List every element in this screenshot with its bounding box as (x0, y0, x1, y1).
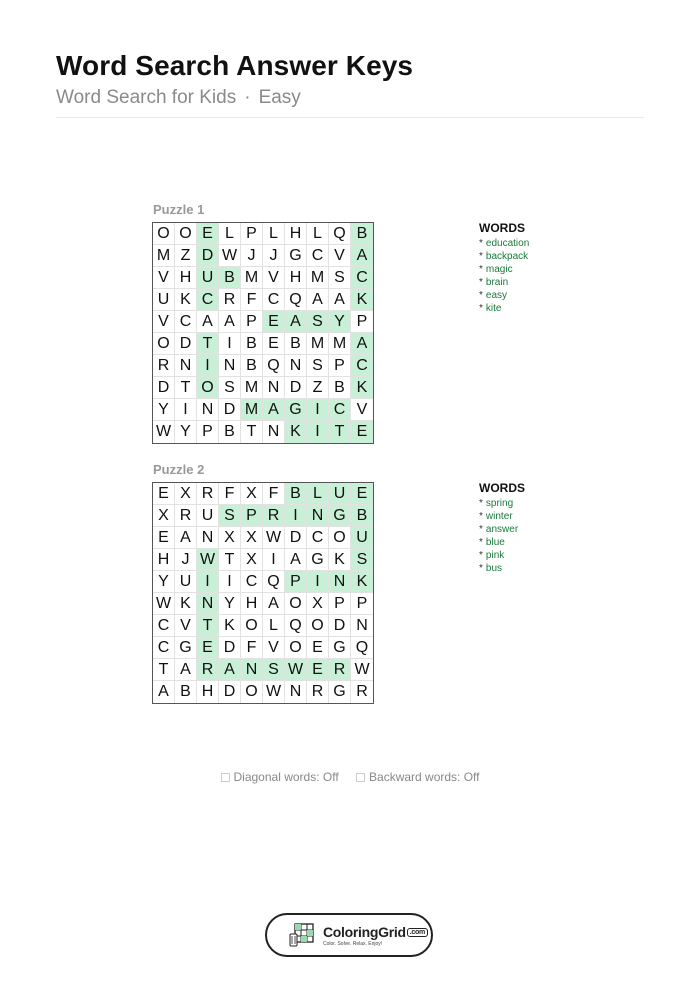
grid-cell: Q (285, 289, 307, 311)
grid-cell: X (219, 527, 241, 549)
grid-cell: A (153, 681, 175, 703)
bullet-star-icon: * (479, 498, 483, 509)
grid-cell: Z (307, 377, 329, 399)
grid-cell: K (175, 289, 197, 311)
grid-cell: K (285, 421, 307, 443)
grid-cell: T (219, 549, 241, 571)
grid-cell: Q (263, 355, 285, 377)
word-text: education (485, 238, 530, 249)
word-text: spring (485, 498, 514, 509)
grid-cell: B (175, 681, 197, 703)
grid-cell: C (153, 615, 175, 637)
word-text: bus (485, 563, 503, 574)
grid-cell: F (263, 483, 285, 505)
bullet-star-icon: * (479, 277, 483, 288)
grid-cell: P (351, 311, 373, 333)
word-list-item (479, 302, 529, 315)
grid-cell: I (197, 571, 219, 593)
word-text: easy (485, 290, 508, 301)
grid-cell: C (329, 399, 351, 421)
bullet-star-icon: * (479, 537, 483, 548)
grid-cell: E (197, 223, 219, 245)
word-list-item (479, 250, 529, 263)
grid-cell: N (263, 377, 285, 399)
grid-cell: L (263, 615, 285, 637)
grid-cell: E (307, 659, 329, 681)
word-text: answer (485, 524, 519, 535)
word-text: brain (485, 277, 509, 288)
grid-cell: H (241, 593, 263, 615)
grid-cell: O (153, 223, 175, 245)
grid-cell: V (263, 637, 285, 659)
puzzle-1-word-list (479, 221, 529, 315)
grid-cell: I (197, 355, 219, 377)
grid-cell: F (241, 637, 263, 659)
grid-cell: E (197, 637, 219, 659)
grid-cell: R (307, 681, 329, 703)
grid-cell: O (197, 377, 219, 399)
grid-cell: N (329, 571, 351, 593)
grid-cell: L (307, 223, 329, 245)
grid-cell: P (351, 593, 373, 615)
backward-option (356, 770, 479, 784)
grid-cell: V (329, 245, 351, 267)
grid-cell: M (329, 333, 351, 355)
grid-cell: J (175, 549, 197, 571)
grid-cell: U (175, 571, 197, 593)
grid-cell: S (329, 267, 351, 289)
grid-cell: Q (351, 637, 373, 659)
grid-cell: E (153, 483, 175, 505)
word-text: kite (485, 303, 502, 314)
grid-cell: T (197, 333, 219, 355)
grid-cell: G (329, 637, 351, 659)
grid-cell: O (285, 593, 307, 615)
grid-cell: X (153, 505, 175, 527)
grid-cell: P (197, 421, 219, 443)
puzzle-1-label: Puzzle 1 (153, 202, 205, 217)
logo-tagline: Color. Solve. Relax. Enjoy! (323, 940, 383, 947)
bullet-star-icon: * (479, 303, 483, 314)
grid-cell: M (153, 245, 175, 267)
checkbox-icon (221, 773, 230, 782)
grid-cell: J (241, 245, 263, 267)
grid-cell: S (219, 505, 241, 527)
grid-cell: R (329, 659, 351, 681)
word-list-item (479, 497, 525, 510)
word-list-item (479, 536, 525, 549)
grid-cell: N (197, 593, 219, 615)
grid-cell: Z (175, 245, 197, 267)
grid-cell: R (197, 483, 219, 505)
grid-cell: P (329, 355, 351, 377)
bullet-star-icon: * (479, 550, 483, 561)
grid-cell: P (241, 505, 263, 527)
grid-cell: Y (175, 421, 197, 443)
grid-cell: A (285, 549, 307, 571)
grid-cell: A (263, 399, 285, 421)
grid-cell: M (307, 267, 329, 289)
grid-cell: G (307, 549, 329, 571)
grid-cell: U (329, 483, 351, 505)
bullet-star-icon: * (479, 290, 483, 301)
word-list-item (479, 523, 525, 536)
grid-cell: N (285, 355, 307, 377)
grid-cell: G (285, 399, 307, 421)
grid-cell: H (197, 681, 219, 703)
grid-cell: V (351, 399, 373, 421)
grid-cell: R (263, 505, 285, 527)
grid-cell: W (351, 659, 373, 681)
grid-cell: D (219, 681, 241, 703)
grid-cell: A (263, 593, 285, 615)
grid-cell: X (241, 483, 263, 505)
grid-cell: E (307, 637, 329, 659)
grid-cell: O (153, 333, 175, 355)
grid-cell: R (197, 659, 219, 681)
grid-cell: X (175, 483, 197, 505)
grid-cell: S (219, 377, 241, 399)
bullet-star-icon: * (479, 238, 483, 249)
subtitle-separator: · (244, 87, 251, 108)
grid-cell: D (197, 245, 219, 267)
grid-cell: A (351, 245, 373, 267)
header-divider (56, 117, 644, 118)
grid-cell: K (351, 377, 373, 399)
backward-option-label: Backward words: Off (369, 770, 480, 784)
grid-cell: I (307, 571, 329, 593)
grid-cell: C (153, 637, 175, 659)
grid-cell: I (219, 571, 241, 593)
grid-cell: O (329, 527, 351, 549)
bullet-star-icon: * (479, 511, 483, 522)
grid-cell: W (219, 245, 241, 267)
checkbox-icon (356, 773, 365, 782)
grid-cell: C (241, 571, 263, 593)
grid-cell: P (329, 593, 351, 615)
word-text: pink (485, 550, 505, 561)
grid-cell: U (197, 267, 219, 289)
grid-cell: I (307, 399, 329, 421)
grid-cell: G (329, 505, 351, 527)
grid-cell: I (307, 421, 329, 443)
grid-cell: E (263, 333, 285, 355)
grid-cell: V (153, 267, 175, 289)
grid-cell: K (351, 571, 373, 593)
word-list-item (479, 289, 529, 302)
grid-cell: U (153, 289, 175, 311)
grid-cell: W (197, 549, 219, 571)
grid-cell: H (285, 267, 307, 289)
grid-cell: E (351, 421, 373, 443)
grid-cell: D (329, 615, 351, 637)
puzzle-2-word-list (479, 481, 525, 575)
word-list-item (479, 549, 525, 562)
grid-cell: O (241, 681, 263, 703)
grid-cell: L (307, 483, 329, 505)
grid-cell: Y (219, 593, 241, 615)
puzzle-2-label: Puzzle 2 (153, 462, 205, 477)
grid-cell: A (219, 311, 241, 333)
grid-cell: D (219, 637, 241, 659)
grid-cell: M (307, 333, 329, 355)
grid-cell: T (241, 421, 263, 443)
grid-cell: U (351, 527, 373, 549)
grid-cell: O (175, 223, 197, 245)
grid-cell: W (263, 527, 285, 549)
grid-cell: W (153, 421, 175, 443)
grid-cell: D (285, 527, 307, 549)
grid-cell: T (175, 377, 197, 399)
grid-cell: I (263, 549, 285, 571)
grid-cell: W (263, 681, 285, 703)
grid-cell: L (263, 223, 285, 245)
word-text: magic (485, 264, 513, 275)
logo-name: ColoringGrid (323, 923, 406, 940)
grid-cell: K (329, 549, 351, 571)
word-text: winter (485, 511, 513, 522)
grid-cell: V (263, 267, 285, 289)
grid-cell: S (263, 659, 285, 681)
grid-cell: V (175, 615, 197, 637)
grid-cell: C (351, 267, 373, 289)
grid-cell: N (219, 355, 241, 377)
grid-cell: D (285, 377, 307, 399)
grid-cell: T (329, 421, 351, 443)
grid-cell: P (241, 223, 263, 245)
grid-cell: X (241, 549, 263, 571)
grid-cell: B (241, 355, 263, 377)
grid-cell: P (241, 311, 263, 333)
grid-cell: C (263, 289, 285, 311)
difficulty-label: Easy (258, 87, 301, 108)
grid-cell: H (285, 223, 307, 245)
coloringgrid-logo[interactable] (265, 913, 433, 957)
grid-cell: W (285, 659, 307, 681)
grid-cell: H (153, 549, 175, 571)
grid-cell: F (219, 483, 241, 505)
grid-cell: N (197, 527, 219, 549)
grid-cell: F (241, 289, 263, 311)
grid-cell: N (241, 659, 263, 681)
grid-cell: M (241, 399, 263, 421)
grid-cell: R (153, 355, 175, 377)
grid-cell: O (285, 637, 307, 659)
page-title: Word Search Answer Keys (56, 50, 414, 81)
grid-cell: C (307, 527, 329, 549)
grid-cell: Y (329, 311, 351, 333)
logo-grid-icon (289, 922, 319, 948)
puzzle-2-grid (152, 482, 374, 704)
grid-cell: A (197, 311, 219, 333)
grid-cell: P (285, 571, 307, 593)
grid-cell: B (219, 421, 241, 443)
grid-cell: M (241, 377, 263, 399)
grid-cell: G (285, 245, 307, 267)
grid-cell: K (351, 289, 373, 311)
grid-cell: S (351, 549, 373, 571)
grid-cell: Y (153, 399, 175, 421)
word-list-item (479, 562, 525, 575)
logo-suffix: .com (407, 928, 428, 937)
grid-cell: Q (263, 571, 285, 593)
grid-cell: C (197, 289, 219, 311)
grid-cell: G (175, 637, 197, 659)
grid-cell: N (197, 399, 219, 421)
grid-cell: A (307, 289, 329, 311)
grid-cell: J (263, 245, 285, 267)
grid-cell: S (307, 355, 329, 377)
grid-cell: X (307, 593, 329, 615)
subtitle-text: Word Search for Kids (56, 87, 237, 108)
puzzle-options (0, 770, 700, 784)
grid-cell: B (241, 333, 263, 355)
grid-cell: B (351, 505, 373, 527)
grid-cell: T (153, 659, 175, 681)
grid-cell: C (175, 311, 197, 333)
word-list-title: WORDS (479, 221, 525, 235)
grid-cell: A (219, 659, 241, 681)
grid-cell: E (153, 527, 175, 549)
grid-cell: L (219, 223, 241, 245)
bullet-star-icon: * (479, 563, 483, 574)
word-list-item (479, 510, 525, 523)
grid-cell: B (285, 483, 307, 505)
grid-cell: C (307, 245, 329, 267)
grid-cell: K (175, 593, 197, 615)
grid-cell: Q (285, 615, 307, 637)
grid-cell: B (285, 333, 307, 355)
grid-cell: E (351, 483, 373, 505)
grid-cell: N (263, 421, 285, 443)
grid-cell: A (285, 311, 307, 333)
grid-cell: X (241, 527, 263, 549)
grid-cell: R (175, 505, 197, 527)
grid-cell: G (329, 681, 351, 703)
grid-cell: W (153, 593, 175, 615)
grid-cell: D (153, 377, 175, 399)
grid-cell: R (219, 289, 241, 311)
grid-cell: D (219, 399, 241, 421)
grid-cell: M (241, 267, 263, 289)
grid-cell: B (351, 223, 373, 245)
grid-cell: T (197, 615, 219, 637)
grid-cell: I (285, 505, 307, 527)
word-list-item (479, 263, 529, 276)
grid-cell: D (175, 333, 197, 355)
grid-cell: N (175, 355, 197, 377)
grid-cell: O (241, 615, 263, 637)
grid-cell: Y (153, 571, 175, 593)
grid-cell: U (197, 505, 219, 527)
grid-cell: O (307, 615, 329, 637)
word-list-item (479, 237, 529, 250)
grid-cell: H (175, 267, 197, 289)
bullet-star-icon: * (479, 264, 483, 275)
word-list-title: WORDS (479, 481, 525, 495)
puzzle-1-grid (152, 222, 374, 444)
grid-cell: N (307, 505, 329, 527)
bullet-star-icon: * (479, 524, 483, 535)
diagonal-option-label: Diagonal words: Off (233, 770, 339, 784)
grid-cell: N (351, 615, 373, 637)
grid-cell: E (263, 311, 285, 333)
grid-cell: A (329, 289, 351, 311)
grid-cell: A (351, 333, 373, 355)
diagonal-option (221, 770, 339, 784)
grid-cell: S (307, 311, 329, 333)
grid-cell: A (175, 527, 197, 549)
grid-cell: N (285, 681, 307, 703)
word-list-item (479, 276, 529, 289)
grid-cell: B (329, 377, 351, 399)
grid-cell: I (175, 399, 197, 421)
grid-cell: K (219, 615, 241, 637)
grid-cell: B (219, 267, 241, 289)
grid-cell: I (219, 333, 241, 355)
grid-cell: A (175, 659, 197, 681)
grid-cell: V (153, 311, 175, 333)
grid-cell: Q (329, 223, 351, 245)
page-subtitle (56, 87, 301, 109)
grid-cell: C (351, 355, 373, 377)
bullet-star-icon: * (479, 251, 483, 262)
grid-cell: R (356, 683, 368, 700)
word-text: backpack (485, 251, 529, 262)
word-text: blue (485, 537, 505, 548)
